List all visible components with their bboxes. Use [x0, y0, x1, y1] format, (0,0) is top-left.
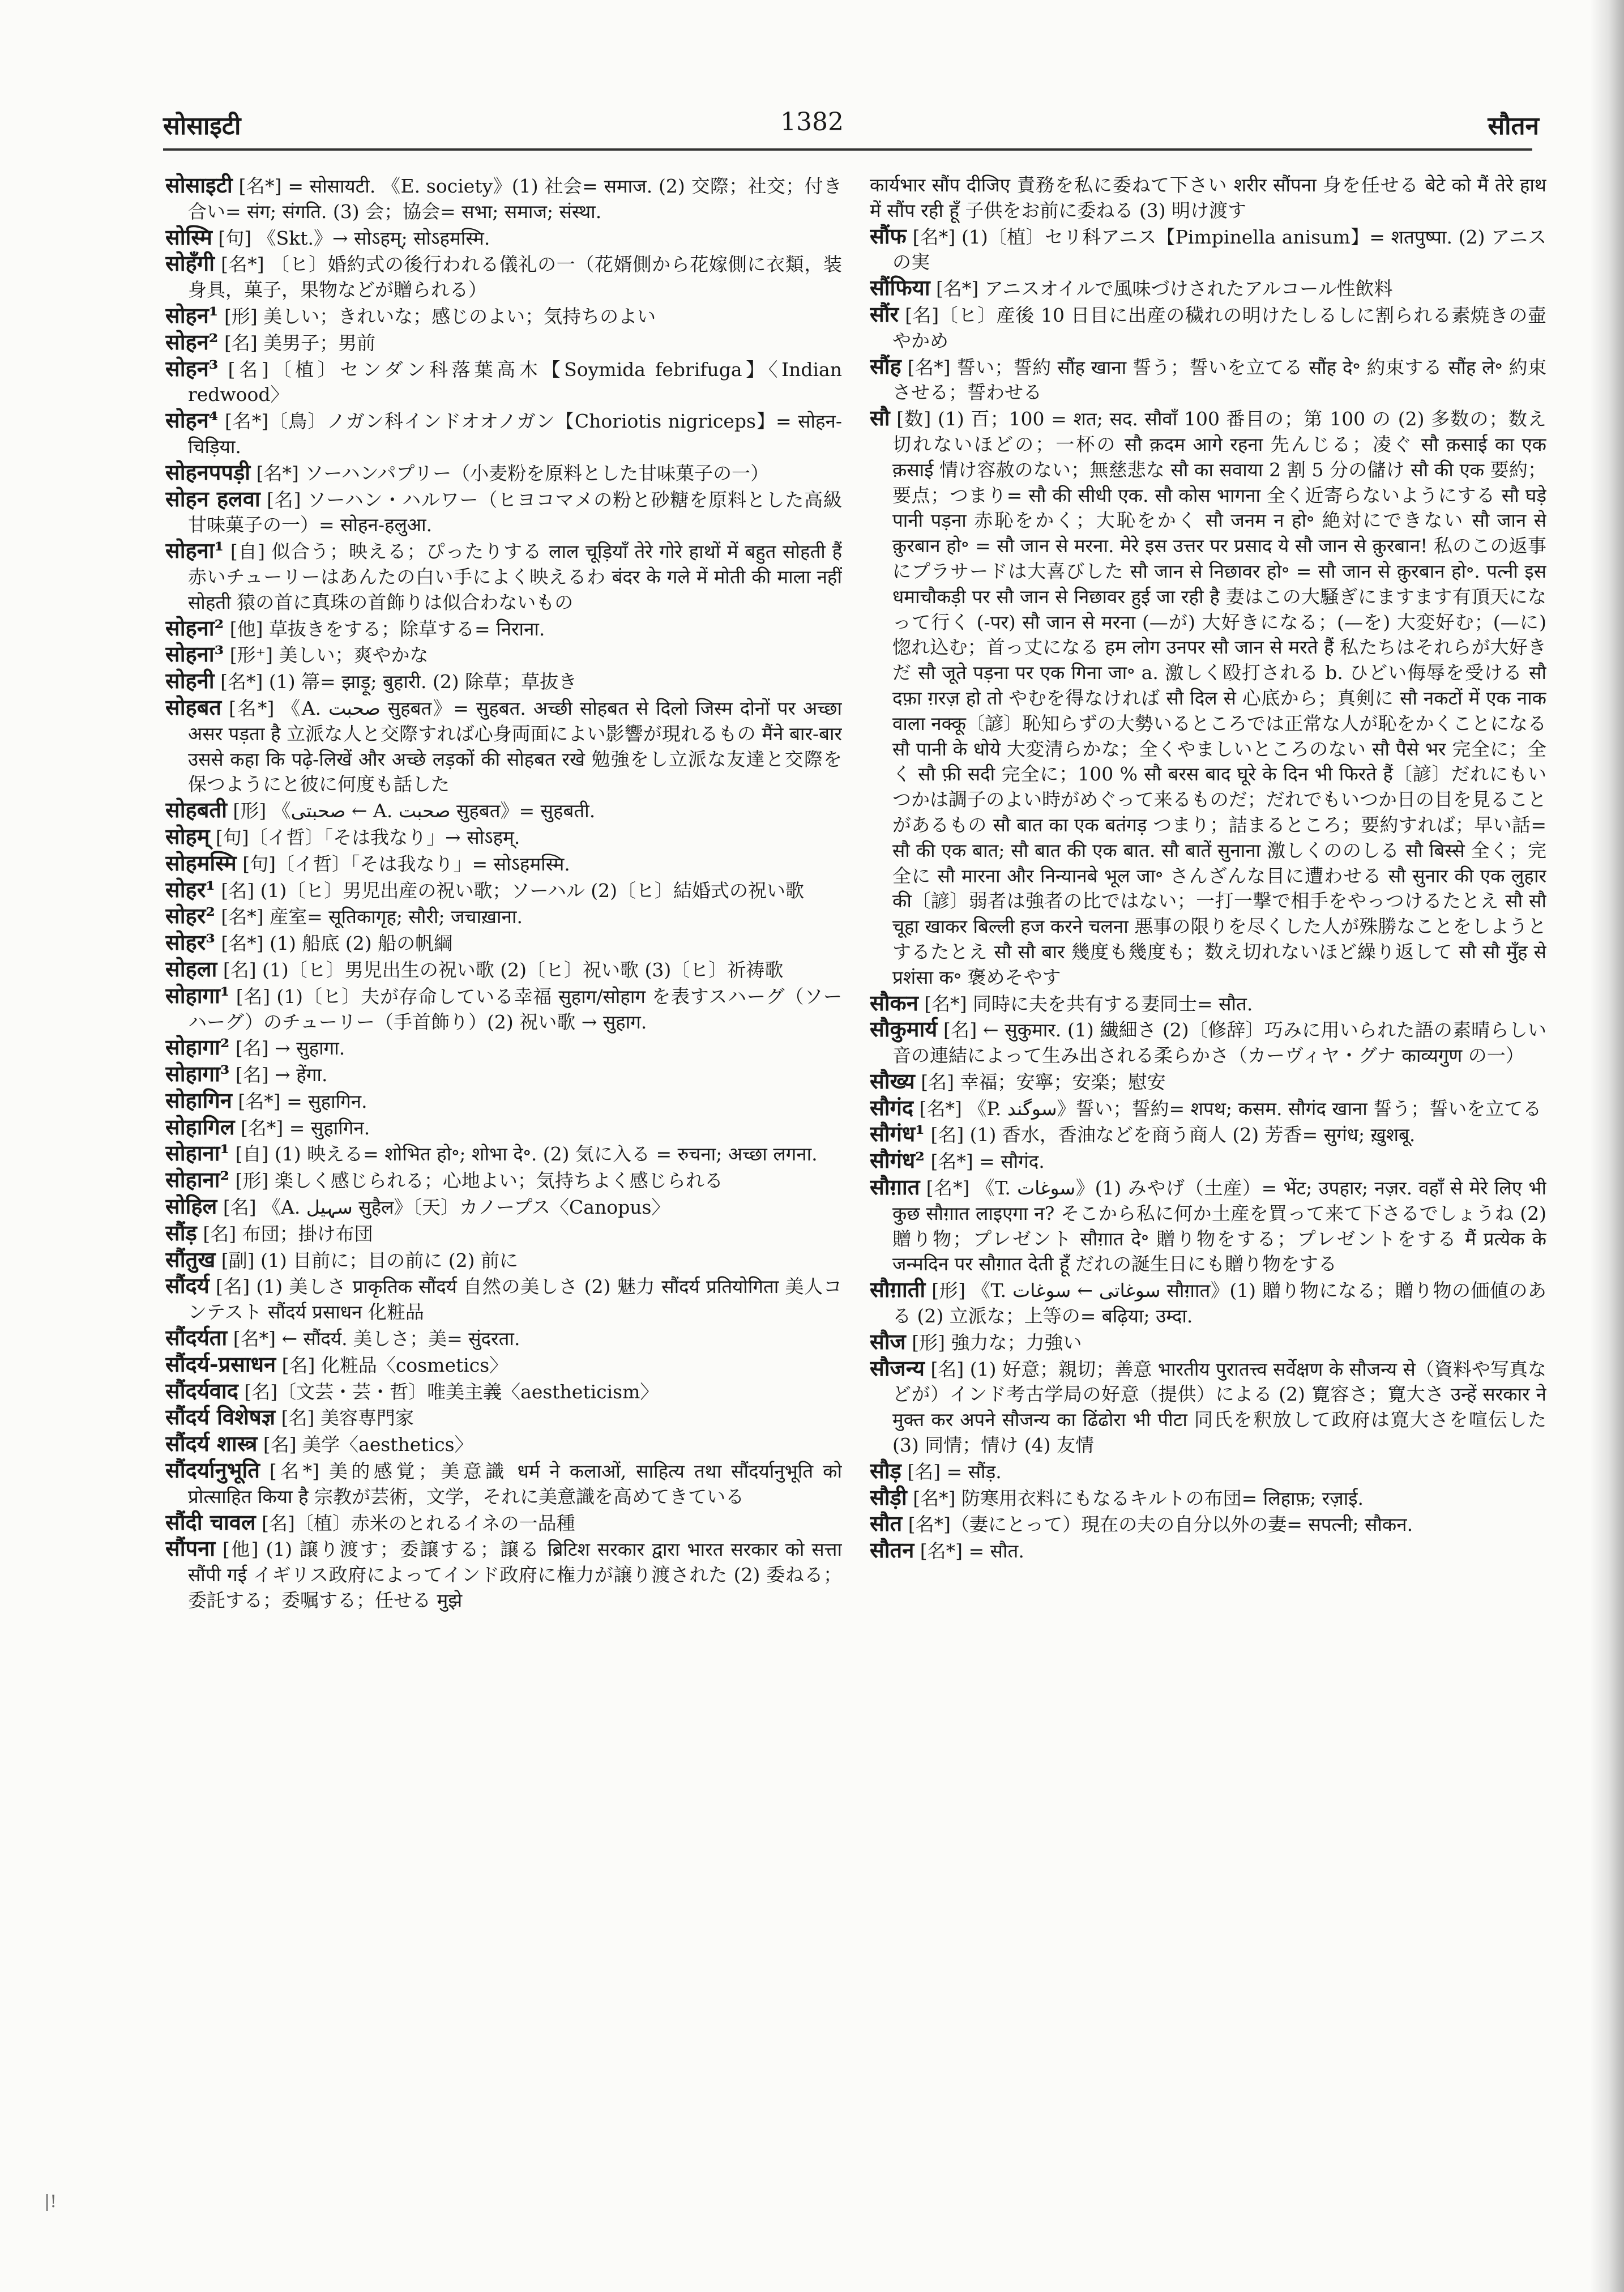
dictionary-entry	[165, 1352, 842, 1378]
definition: [名] (1)〔ヒ〕夫が存命している幸福 सुहाग/सोहाग を表すスハーグ（ソーハーグ）のチューリー（手首飾り）(2) 祝い歌 → सुहाग.	[188, 985, 842, 1033]
headword: सौड़ी	[870, 1484, 907, 1510]
headword: सोहन¹	[165, 302, 219, 328]
headword: सोसाइटी	[165, 173, 233, 198]
definition: [名*] ソーハンパプリー（小麦粉を原料とした甘味菓子の一）	[250, 462, 770, 484]
headword: सौगंध¹	[870, 1121, 925, 1147]
headword: सौंदर्यता	[165, 1325, 228, 1351]
dictionary-entry	[165, 903, 842, 930]
dictionary-entry	[165, 1088, 842, 1115]
dictionary-entry	[165, 173, 842, 225]
definition: [名] 化粧品〈cosmetics〉	[276, 1354, 508, 1376]
dictionary-entry	[165, 877, 842, 904]
dictionary-entry	[870, 173, 1546, 224]
definition: [名] 幸福；安寧；安楽；慰安	[914, 1070, 1166, 1093]
headword: सोहाना¹	[165, 1140, 230, 1166]
headword: सोहला	[165, 955, 217, 981]
definition: [形] 楽しく感じられる；心地よい；気持ちよく感じられる	[229, 1170, 723, 1192]
headword: सोहर¹	[165, 876, 215, 902]
definition: [名*]（妻にとって）現在の夫の自分以外の妻= सपत्नी; सौकन.	[902, 1513, 1413, 1536]
headword: सौंपना	[165, 1535, 216, 1561]
headword: सौंदी चावल	[165, 1509, 256, 1535]
definition: [名] → हेंगा.	[229, 1064, 328, 1086]
definition: [名] (1) 香水，香油などを商う商人 (2) 芳香= सुगंध; ख़ुशबू.	[924, 1124, 1416, 1146]
definition: [名]〔文芸・芸・哲〕唯美主義〈aestheticism〉	[238, 1380, 659, 1403]
headword: सोहना²	[165, 614, 224, 641]
definition: [形] 美しい；きれいな；感じのよい；気持ちのよい	[218, 305, 656, 327]
headword: सोहन हलवा	[165, 485, 260, 511]
headword: सोहँगी	[165, 250, 215, 276]
dictionary-entry	[870, 1017, 1546, 1069]
headword: सौख्य	[870, 1068, 915, 1094]
definition: [名] (1)〔ヒ〕男児出生の祝い歌 (2)〔ヒ〕祝い歌 (3)〔ヒ〕祈祷歌	[217, 958, 784, 981]
dictionary-entry	[165, 1247, 842, 1274]
headword: सौग़ाती	[870, 1277, 926, 1303]
dictionary-entry	[165, 797, 842, 824]
headword: सौज	[870, 1328, 906, 1354]
definition: [数] (1) 百；100 = शत; सद. सौवाँ 100 番目の；第 100 の (2) 多数の；数え切れないほどの；一杯の सौ क़दम आगे रहना 先んじる；凌ぐ सौ क़साई का एक क़साई 情け容赦のない；無慈悲な सौ का सवाया 2 割 5 分の儲け सौ की एक 要約；要点；つまり= सौ की सीधी एक. सौ कोस भागना 全く近寄らないようにする सौ घड़े पानी पड़ना 赤恥をかく；大恥をかく सौ जनम न हो॰ 絶対にできない सौ जान से क़ुरबान हो॰ = सौ जान से मरना. मेरे इस उत्तर पर प्रसाद ये सौ जान से क़ुरबान! 私のこの返事にプラサードは大喜びした सौ जान से निछावर हो॰ = सौ जान से क़ुरबान हो॰. पत्नी इस धमाचौकड़ी पर सौ जान से निछावर हुई जा रही है 妻はこの大騒ぎにますます有頂天になって行く (-पर) सौ जान से मरना (—が) 大好きになる；(—を) 大変好む；(—に) 惚れ込む；首っ丈になる हम लोग उनपर सौ जान से मरते हैं 私たちはそれらが大好きだ सौ जूते पड़ना पर एक गिना जा॰ a. 激しく殴打される b. ひどい侮辱を受ける सौ दफ़ा ग़रज़ हो तो やむを得なければ सौ दिल से 心底から；真剣に सौ नकटों में एक नाक वाला नक्कू〔諺〕恥知らずの大勢いるところでは正常な人が恥をかくことになる सौ पानी के धोये 大変清らかな；全くやましいところのない सौ पैसे भर 完全に；全く सौ फ़ी सदी 完全に；100 % सौ बरस बाद घूरे के दिन भी फिरते हैं〔諺〕だれにもいつかは調子のよい時がめぐって来るものだ；だれでもいつか日の目を見ることがあるもの सौ बात का एक बतंगड़ つまり；詰まるところ；要約すれば；早い話= सौ की एक बात; सौ बात की एक बात. सौ बातें सुनाना 激しくののしる सौ बिस्से 全く；完全に सौ मारना और निन्यानबे भूल जा॰ さんざんな目に遭わせる सौ सुनार की एक लुहार की〔諺〕弱者は強者の比ではない；一打一撃で相手をやっつけるたとえ सौ सौ चूहा खाकर बिल्ली हज करने चलना 悪事の限りを尽くした人が殊勝なことをしようとするたとえ सौ सौ बार 幾度も幾度も；数え切れないほど繰り返して सौ सौ मुँह से प्रशंसा क॰ 褒めそやす	[890, 408, 1546, 988]
headword: सौंदर्य विशेषज्ञ	[165, 1404, 276, 1430]
headword: सौंफिया	[870, 275, 930, 301]
headword: सौंफ	[870, 223, 907, 249]
definition: [名*] 誓い；誓約 सौंह खाना 誓う；誓いを立てる सौंह दे॰ 約束する सौंह ले॰ 約束させる；誓わせる	[892, 356, 1546, 404]
definition: [名*] ← सौंदर्य. 美しさ；美= सुंदरता.	[227, 1328, 520, 1350]
dictionary-entry	[165, 486, 842, 539]
headword: सौगंध²	[870, 1147, 925, 1173]
dictionary-entry	[165, 460, 842, 486]
dictionary-entry	[165, 642, 842, 668]
headword: सौंह	[870, 353, 901, 379]
headword: सौकन	[870, 989, 918, 1015]
headword: सोहना³	[165, 641, 224, 667]
dictionary-entry	[165, 408, 842, 460]
headword: सौत	[870, 1510, 903, 1536]
definition: [名] ソーハン・ハルワー（ヒヨコマメの粉と砂糖を原料とした高級甘味菓子の一）= सोहन-हलुआ.	[188, 488, 842, 536]
headword: सौजन्य	[870, 1355, 925, 1381]
headword: सौ	[870, 405, 890, 431]
definition: [名*] アニスオイルで風味づけされたアルコール性飲料	[930, 278, 1393, 300]
dictionary-entry	[870, 275, 1546, 302]
page-number: 1382	[780, 108, 844, 136]
headword: सोहागा³	[165, 1061, 230, 1087]
headword: सोहना¹	[165, 537, 224, 564]
dictionary-entry	[870, 1121, 1546, 1148]
definition: [形] 《صحبتی ← A. صحبت सुहबत》= सुहबती.	[226, 800, 596, 822]
dictionary-entry	[165, 1378, 842, 1405]
headword: सौंदर्य	[165, 1273, 210, 1299]
headword: सौकुमार्य	[870, 1016, 938, 1042]
dictionary-entry	[870, 302, 1546, 354]
right-column	[870, 173, 1546, 2234]
definition: [名*] 産室= सूतिकागृह; सौरी; जचाख़ाना.	[215, 906, 523, 928]
headword: सोहर²	[165, 903, 215, 929]
left-column	[165, 173, 842, 2234]
definition: [名*] (1)〔植〕セリ科アニス【Pimpinella anisum】= शतपुष्पा. (2) アニスの実	[892, 225, 1546, 274]
dictionary-entry	[870, 1458, 1546, 1485]
headword: सोहागा¹	[165, 982, 230, 1008]
definition: [名*] = सौत.	[914, 1540, 1024, 1563]
headword: सोहन²	[165, 328, 219, 355]
definition: [名] (1) 美しさ प्राकृतिक सौंदर्य 自然の美しさ (2) 魅力 सौंदर्य प्रतियोगिता 美人コンテスト सौंदर्य प्रसाधन 化粧品	[188, 1275, 842, 1324]
definition: [副] (1) 目前に；目の前に (2) 前に	[215, 1249, 518, 1271]
definition: [名*] 美的感覚；美意識 धर्म ने कलाओं, साहित्य तथा सौंदर्यानुभूति को प्रोत्साहित किया है 宗教が芸術，文学，それに美意識を高めてきている	[188, 1460, 842, 1508]
definition: [句]〔イ哲〕「そは我なり」→ सोऽहम्.	[210, 826, 520, 848]
definition: [名*] (1) 箒= झाड़ू; बुहारी. (2) 除草；草抜き	[214, 671, 578, 693]
definition: [名*] 《T. سوغات》(1) みやげ（土産）= भेंट; उपहार; नज़र. वहाँ से मेरे लिए भी कुछ सौग़ात लाइएगा न? そこから私に何か土産を買って来て下さるでしょうね (2) 贈り物；プレゼント सौग़ात दे॰ 贈り物をする；プレゼントをする मैं प्रत्येक के जन्मदिन पर सौग़ात देती हूँ だれの誕生日にも贈り物をする	[892, 1177, 1546, 1275]
definition: [名*] 《P. سوگند》誓い；誓約= शपथ; कसम. सौगंद खाना 誓う；誓いを立てる	[913, 1097, 1542, 1120]
headword: सौड़	[870, 1457, 901, 1483]
headword: सौंदर्य-प्रसाधन	[165, 1351, 276, 1377]
dictionary-entry	[165, 1431, 842, 1458]
dictionary-entry	[870, 224, 1546, 276]
dictionary-entry	[165, 303, 842, 330]
definition: [名] 美学〈aesthetics〉	[257, 1433, 473, 1456]
dictionary-entry	[165, 1405, 842, 1431]
margin-mark: |!	[44, 2192, 57, 2212]
dictionary-entry	[870, 1356, 1546, 1458]
definition: [名]〔植〕赤米のとれるイネの一品種	[255, 1512, 575, 1534]
headword: सौगंद	[870, 1094, 914, 1120]
dictionary-entry	[165, 251, 842, 303]
dictionary-entry	[165, 1115, 842, 1141]
dictionary-entry	[165, 930, 842, 957]
dictionary-entry	[165, 695, 842, 797]
headword: सोहाना²	[165, 1167, 230, 1193]
definition: [名] (1)〔ヒ〕男児出産の祝い歌；ソーハル (2)〔ヒ〕結婚式の祝い歌	[215, 879, 804, 902]
definition: [名] → सुहागा.	[229, 1037, 345, 1060]
dictionary-entry	[870, 991, 1546, 1017]
running-head-left: सोसाइटी	[163, 112, 241, 140]
headword: सौंतुख	[165, 1246, 216, 1272]
definition: [名*] 同時に夫を共有する妻同士= सौत.	[918, 992, 1253, 1015]
definition: [形⁺] 美しい；爽やかな	[224, 644, 429, 667]
definition: [句] 《Skt.》→ सोऽहम्; सोऽहमस्मि.	[212, 227, 490, 249]
definition: [自] 似合う；映える；ぴったりする लाल चूड़ियाँ तेरे गोरे हाथों में बहुत सोहती हैं 赤いチューリーはあんたの白い手によく映えるわ बंदर के गले में मोती की माला नहीं सोहती 猿の首に真珠の首飾りは似合わないもの	[188, 540, 842, 613]
headword: सौंदर्य शास्त्र	[165, 1431, 258, 1457]
dictionary-entry	[165, 1458, 842, 1510]
definition: [名*] = सौगंद.	[924, 1150, 1045, 1173]
dictionary-entry	[870, 406, 1546, 990]
headword: सोहबती	[165, 797, 227, 823]
dictionary-entry	[870, 1148, 1546, 1175]
dictionary-entry	[165, 1167, 842, 1194]
dictionary-entry	[165, 1273, 842, 1325]
dictionary-entry	[165, 1536, 842, 1613]
dictionary-entry	[165, 225, 842, 251]
dictionary-entry	[165, 1035, 842, 1061]
headword: सोहबत	[165, 694, 222, 720]
dictionary-entry	[870, 1095, 1546, 1122]
definition: [名] ← सुकुमार. (1) 繊細さ (2)〔修辞〕巧みに用いられた語の素晴らしい音の連結によって生み出される柔らかさ（カーヴィヤ・グナ काव्यगुण の一）	[892, 1019, 1546, 1067]
dictionary-entry	[165, 1510, 842, 1536]
headword: सोस्मि	[165, 224, 212, 250]
definition: [名*] 《A. صحبت सुहबत》= सुहबत. अच्छी सोहबत से दिलो जिस्म दोनों पर अच्छा असर पड़ता है 立派な人と交際すれば心身両面によい影響が現れるもの मैंने बार-बार उससे कहा कि पढ़े-लिखें और अच्छे लड़कों की सोहबत रखे 勉強をし立派な友達と交際を保つようにと彼に何度も話した	[188, 697, 842, 796]
dictionary-entry	[165, 1061, 842, 1088]
headword: सोहनपपड़ी	[165, 459, 251, 485]
dictionary-entry	[165, 983, 842, 1035]
headword: सोहागिन	[165, 1087, 232, 1113]
definition: [名*]〔鳥〕ノガン科インドオオノガン【Choriotis nigriceps】= सोहन-चिड़िया.	[188, 410, 842, 458]
definition: [名*] = सुहागिन.	[232, 1090, 367, 1112]
dictionary-entry	[165, 1220, 842, 1247]
definition: [句]〔イ哲〕「そは我なり」= सोऽहमस्मि.	[236, 852, 570, 875]
headword: सोहनी	[165, 668, 215, 694]
dictionary-entry	[165, 1325, 842, 1352]
dictionary-entry	[870, 1538, 1546, 1564]
running-head-right: सौतन	[1488, 112, 1539, 140]
dictionary-entry	[870, 1329, 1546, 1356]
definition: [名] 《A. سہیل सुहैल》〔天〕カノープス〈Canopus〉	[217, 1196, 670, 1219]
dictionary-entry	[870, 1175, 1546, 1277]
definition: [名]〔植〕センダン科落葉高木【Soymida febrifuga】〈Indian redwood〉	[188, 358, 842, 406]
headword: सोहम्	[165, 823, 210, 849]
definition: [名] 美男子；男前	[218, 331, 376, 354]
headword: सौतन	[870, 1537, 914, 1563]
dictionary-entry	[165, 1141, 842, 1167]
headword: सौंदर्यानुभूति	[165, 1457, 260, 1483]
dictionary-entry	[870, 1511, 1546, 1538]
dictionary-entry	[870, 354, 1546, 406]
definition: [形] 強力な；力強い	[905, 1331, 1082, 1354]
page-edge-shadow	[1590, 0, 1624, 2292]
dictionary-entry	[165, 957, 842, 983]
dictionary-entry	[870, 1277, 1546, 1329]
headword: सोहागिल	[165, 1113, 235, 1139]
headword: सोहर³	[165, 929, 215, 955]
dictionary-entry	[165, 824, 842, 851]
definition: [名*] (1) 船底 (2) 船の帆綱	[215, 932, 453, 955]
headword: सोहागा²	[165, 1034, 230, 1060]
headword: सोहन⁴	[165, 407, 219, 433]
definition: [名]〔ヒ〕産後 10 日目に出産の穢れの明けたしるしに割られる素焼きの壷やかめ	[892, 304, 1546, 352]
headword: सौंदर्यवाद	[165, 1377, 238, 1403]
definition: [名] (1) 好意；親切；善意 भारतीय पुरातत्त्व सर्वेक्षण के सौजन्य से（資料や写真などが）インド考古学局の好意（提供）による (2) 寛容さ；寛大さ उन्हें सरकार ने मुक्त कर अपने सौजन्य का ढिंढोरा भी पीटा 同氏を釈放して政府は寛大さを喧伝した (3) 同情；情け (4) 友情	[892, 1358, 1546, 1457]
headword: सोहन³	[165, 355, 219, 381]
definition: [名*] 防寒用衣料にもなるキルトの布団= लिहाफ़; रज़ाई.	[907, 1487, 1364, 1509]
definition: [形] 《T. سوغاتی ← سوغات सौग़ात》(1) 贈り物になる；贈り物の価値のある (2) 立派な；上等の= बढ़िया; उम्दा.	[892, 1279, 1546, 1328]
definition: [名*] = सोसायटी. 《E. society》(1) 社会= समाज. (2) 交際；社交；付き合い= संग; संगति. (3) 会；協会= सभा; समाज; संस्था.	[188, 175, 842, 223]
dictionary-entry	[870, 1069, 1546, 1095]
definition: [名*] = सुहागिन.	[234, 1116, 370, 1139]
definition: कार्यभार सौंप दीजिए 責務を私に委ねて下さい शरीर सौंपना 身を任せる बेटे को मैं तेरे हाथ में सौंप रही हूँ 子供をお前に委ねる (3) 明け渡す	[870, 174, 1546, 221]
definition: [他] (1) 譲り渡す；委譲する；譲る ब्रिटिश सरकार द्वारा भारत सरकार को सत्ता सौंपी गई イギリス政府によってインド政府に権力が譲り渡された (2) 委ねる；委託する；委嘱する；任せる मुझे	[188, 1538, 842, 1612]
dictionary-entry	[165, 356, 842, 408]
headword: सौंर	[870, 301, 899, 327]
headword: सोहिल	[165, 1193, 217, 1219]
definition: [名] 布団；掛け布団	[196, 1222, 373, 1245]
dictionary-entry	[165, 668, 842, 695]
dictionary-entry	[165, 851, 842, 877]
header-rule	[163, 148, 1532, 151]
headword: सौंड़	[165, 1219, 197, 1245]
headword: सोहमस्मि	[165, 850, 237, 876]
dictionary-entry	[165, 1194, 842, 1220]
definition: [自] (1) 映える= शोभित हो॰; शोभा दे॰. (2) 気に入る = रुचना; अच्छा लगना.	[229, 1143, 818, 1166]
definition: [名] = सौंड़.	[901, 1460, 1002, 1483]
dictionary-entry	[165, 616, 842, 642]
headword: सौग़ात	[870, 1174, 920, 1200]
dictionary-entry	[165, 330, 842, 356]
definition: [名] 美容専門家	[275, 1407, 414, 1429]
dictionary-entry	[165, 538, 842, 615]
definition: [他] 草抜きをする；除草する= निराना.	[224, 617, 545, 640]
definition: [名*] 〔ヒ〕婚約式の後行われる儀礼の一（花婿側から花嫁側に衣類，装身具，菓子，果物などが贈られる）	[188, 253, 842, 301]
dictionary-entry	[870, 1485, 1546, 1512]
